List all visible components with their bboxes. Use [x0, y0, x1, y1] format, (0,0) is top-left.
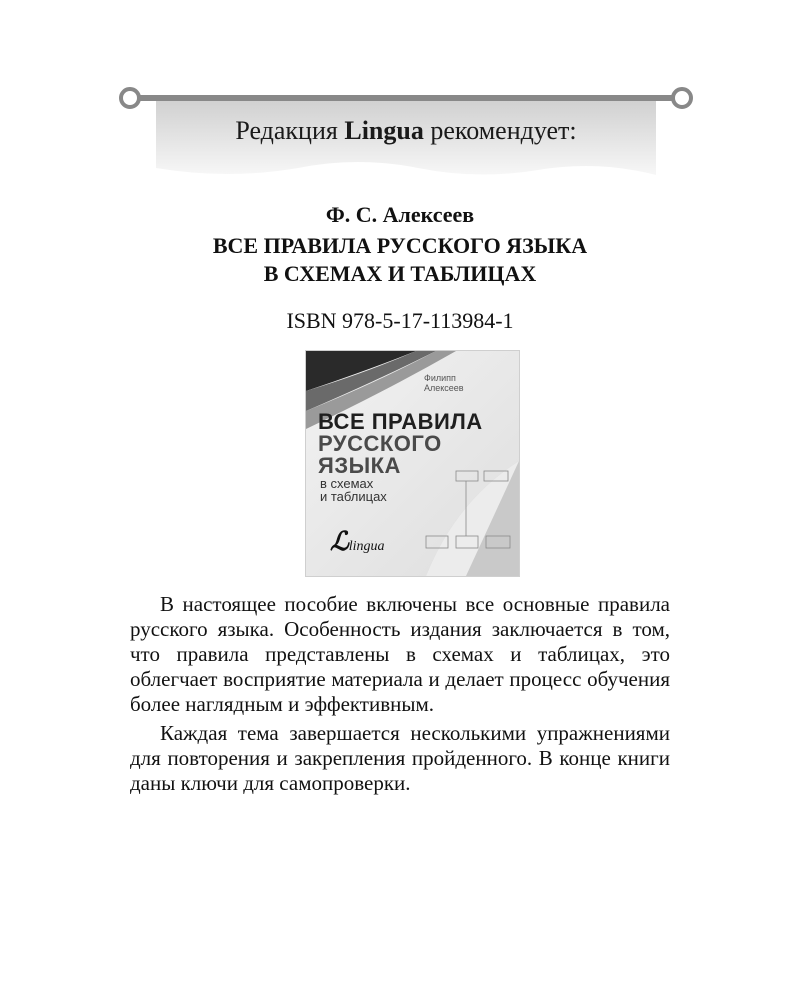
description-paragraph-2: Каждая тема завершается несколькими упражнениями для повторения и закрепления пройденного. В конце книги даны ключи для самопроверки.: [130, 721, 670, 795]
cover-subtitle-line-2: и таблицах: [320, 489, 387, 504]
cover-subtitle-line-1: в схемах: [320, 476, 374, 491]
description-paragraph-1: В настоящее пособие включены все основные правила русского языка. Особенность издания заключается в том, что правила представлены в схемах и таблицах, это облегчает восприятие материала и делает процесс обучения более наглядным и эффективным.: [130, 592, 670, 716]
cover-title-line-3: ЯЗЫКА: [318, 453, 401, 478]
left-ring-icon: [121, 89, 139, 107]
recommendation-banner: [118, 80, 694, 190]
book-description: [130, 592, 670, 796]
banner-suffix: рекомендует:: [430, 116, 577, 145]
book-isbn: ISBN 978-5-17-113984-1: [286, 308, 514, 333]
book-title-line-2: В СХЕМАХ И ТАБЛИЦАХ: [263, 261, 537, 286]
publisher-logo-text: lingua: [348, 539, 385, 554]
cover-title: [318, 411, 483, 477]
cover-title-line-1: ВСЕ ПРАВИЛА: [318, 409, 483, 434]
cover-author-line-1: Филипп: [424, 373, 456, 383]
book-title: [0, 232, 800, 288]
banner-prefix: Редакция: [235, 116, 338, 145]
cover-title-line-2: РУССКОГО: [318, 431, 442, 456]
banner-text: [118, 116, 694, 146]
right-ring-icon: [673, 89, 691, 107]
publisher-logo: [330, 527, 385, 557]
cover-author-line-2: Алексеев: [424, 383, 464, 393]
book-cover-image: [305, 350, 520, 577]
lingua-mark-icon: ℒ: [330, 527, 349, 556]
book-author: Ф. С. Алексеев: [325, 202, 475, 227]
cover-author: [424, 373, 504, 393]
banner-brand: Lingua: [344, 116, 424, 145]
book-title-line-1: ВСЕ ПРАВИЛА РУССКОГО ЯЗЫКА: [212, 233, 588, 258]
cover-subtitle: [320, 477, 387, 503]
